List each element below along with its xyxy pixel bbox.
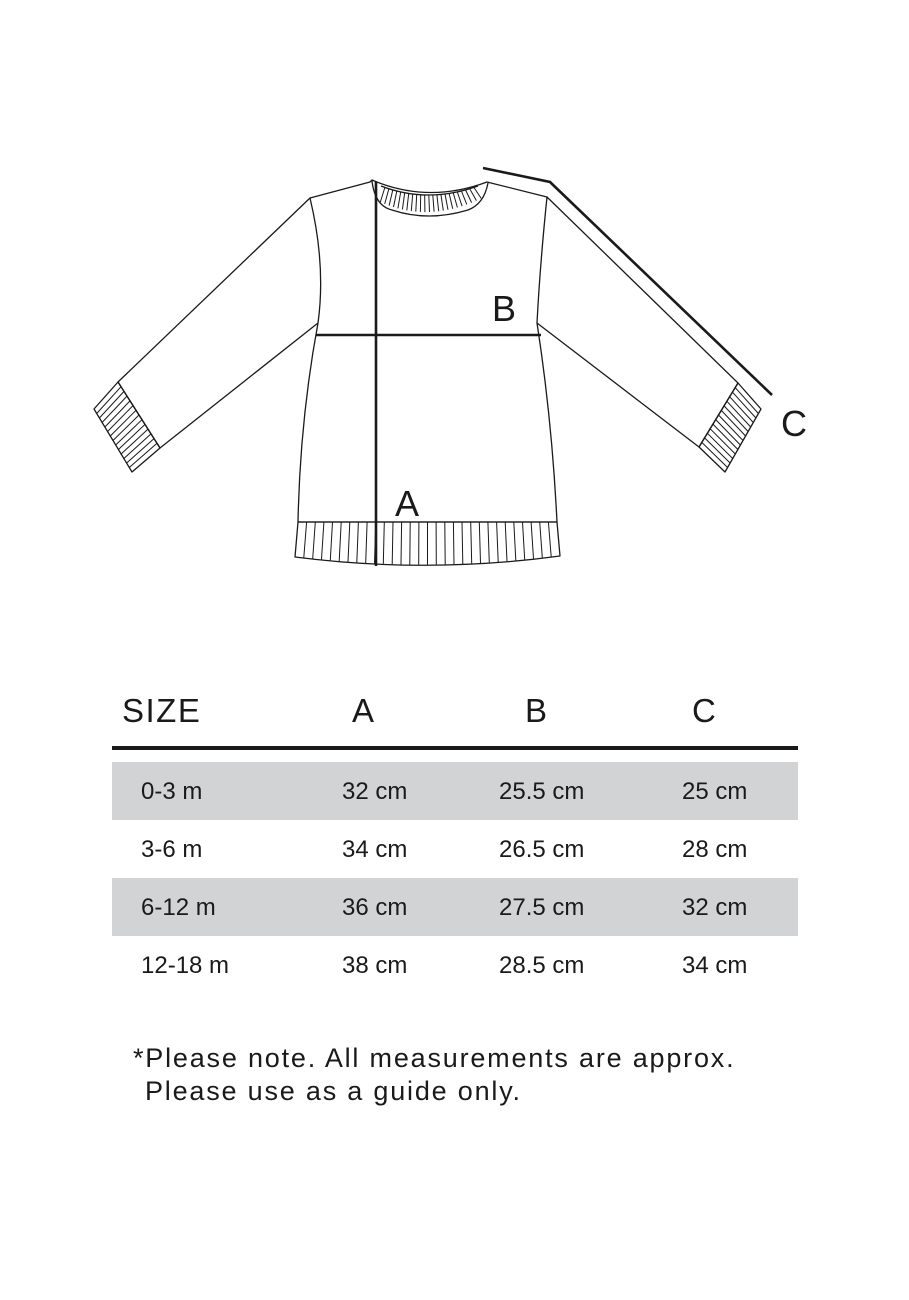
rib-line [127,439,154,463]
rib-line [380,187,385,202]
rib-line [339,522,341,561]
rib-line [523,522,525,560]
rib-line [108,406,133,432]
rib-line [514,522,516,561]
rib-line [402,193,404,210]
rib-line [118,424,145,449]
right-sleeve-outline [537,197,738,447]
rib-line [488,522,489,563]
rib-line [457,192,462,206]
sweater-measurement-diagram [0,0,909,640]
rib-line [540,522,543,558]
note-line-1: *Please note. All measurements are approx. [133,1043,736,1073]
rib-line [466,190,472,203]
rib-line [497,522,499,562]
rib-line [449,193,453,208]
rib-line [702,442,728,467]
cell-a: 38 cm [342,952,408,979]
cell-size: 0-3 m [141,778,203,805]
rib-line [735,388,758,414]
cell-b: 25.5 cm [499,778,585,805]
rib-line [99,391,124,418]
cell-b: 26.5 cm [499,836,585,863]
label-b: B [492,288,517,329]
header-a: A [352,692,376,729]
cell-size: 12-18 m [141,952,230,979]
measure-line-c [483,168,772,395]
cell-a: 34 cm [342,836,408,863]
rib-line [366,522,367,563]
table-row [112,936,798,994]
rib-line [730,397,754,423]
rib-line [124,434,151,459]
label-c: C [781,403,807,444]
cell-b: 27.5 cm [499,894,585,921]
rib-line [505,522,507,561]
disclaimer-note [133,1042,735,1108]
rib-line [394,191,397,207]
rib-line [727,401,751,427]
rib-line [461,191,466,204]
rib-line [411,194,412,211]
rib-line [474,187,481,198]
rib-line [445,194,448,210]
rib-line [113,415,139,441]
rib-line [330,522,332,560]
table-row [112,878,798,936]
rib-line [357,522,359,563]
rib-line [710,429,735,454]
rib-line [471,522,472,564]
rib-line [441,194,443,210]
rib-line [416,194,417,211]
rib-line [548,522,551,557]
rib-line [707,433,732,458]
rib-line [721,410,745,436]
rib-line [531,522,533,559]
header-b: B [525,692,549,729]
rib-line [713,424,738,449]
rib-line [129,443,157,467]
rib-line [348,522,350,562]
table-row [112,820,798,878]
rib-line [313,522,316,559]
rib-line [453,522,454,564]
cell-size: 6-12 m [141,894,216,921]
cell-size: 3-6 m [141,836,203,863]
rib-line [105,401,130,427]
size-table [112,690,798,994]
rib-line [116,420,142,445]
rib-line [437,195,439,212]
rib-line [732,392,756,418]
cell-c: 25 cm [682,778,748,805]
rib-line [429,195,430,212]
rib-line [724,406,748,432]
header-size: SIZE [122,692,202,729]
table-row [112,762,798,820]
cell-b: 28.5 cm [499,952,585,979]
table-body [112,762,798,994]
rib-line [398,192,401,209]
sweater-body-outline [298,180,557,522]
table-header-row [112,690,798,750]
cell-c: 32 cm [682,894,748,921]
rib-line [392,522,393,564]
cell-a: 36 cm [342,894,408,921]
rib-line [322,522,324,560]
left-cuff-rib-lines [97,387,157,468]
header-c: C [692,692,718,729]
note-line-2: Please use as a guide only. [145,1076,522,1106]
rib-line [462,522,463,564]
rib-line [705,438,731,463]
rib-line [97,387,121,414]
rib-line [401,522,402,565]
neckline-inner [381,186,478,195]
rib-line [110,410,136,436]
rib-line [121,429,148,454]
rib-line [407,193,409,210]
cell-c: 34 cm [682,952,748,979]
cell-c: 28 cm [682,836,748,863]
rib-line [719,415,744,441]
cell-a: 32 cm [342,778,408,805]
rib-line [385,189,389,204]
left-sleeve-outline [118,198,318,448]
rib-line [304,522,307,558]
rib-line [102,396,127,422]
hem-rib-lines [304,522,551,565]
rib-line [389,190,393,206]
rib-line [453,193,457,208]
label-a: A [395,483,420,524]
rib-line [479,522,480,563]
rib-line [383,522,384,564]
rib-line [433,195,434,212]
rib-line [716,420,741,445]
